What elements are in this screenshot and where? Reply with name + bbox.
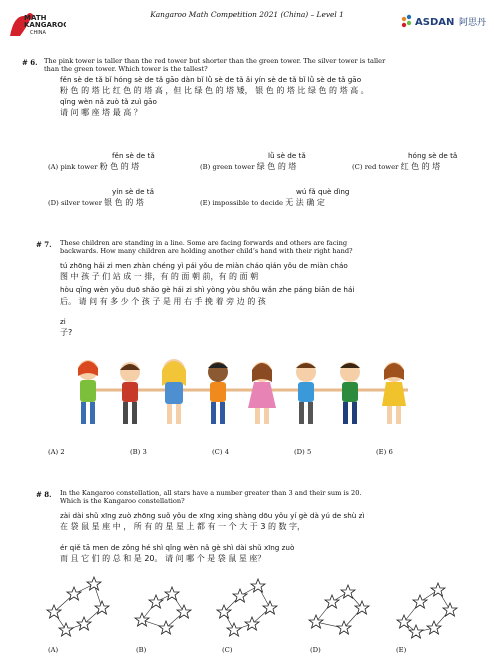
q6-option-d[interactable] [48, 198, 144, 207]
option-value: 6 [388, 448, 393, 456]
option-chinese: 红 色 的 塔 [400, 162, 441, 171]
children-illustration [68, 350, 428, 434]
q6-option-d-pinyin: yín sè de tǎ [112, 187, 155, 196]
q6-english-line2: than the green tower. Which tower is the tallest? [44, 65, 208, 73]
constellation-star-diagrams-icon [44, 572, 484, 642]
q6-option-c-pinyin: hóng sè de tǎ [408, 151, 458, 160]
option-value: 5 [306, 448, 312, 456]
svg-text:KANGAROO: KANGAROO [24, 21, 66, 29]
svg-text:CHINA: CHINA [30, 30, 46, 36]
option-value: 4 [224, 448, 230, 456]
question-8-number: # 8. [36, 490, 52, 499]
q7-chinese-line3: 子? [60, 328, 73, 337]
option-label: (A) [48, 163, 59, 171]
page-title: Kangaroo Math Competition 2021 (China) – Level 1 [150, 10, 344, 19]
q7-pinyin-line2: hòu qǐng wèn yǒu duō shǎo gè hái zi shì yòng yòu shǒu wǎn zhe páng biān de hái [60, 285, 355, 294]
option-value: 2 [60, 448, 65, 456]
q8-option-d[interactable]: (D) [310, 646, 321, 654]
q6-option-a-pinyin: fěn sè de tǎ [112, 151, 155, 160]
option-english: red tower [364, 163, 399, 171]
child-1-icon [78, 360, 98, 424]
question-6-number: # 6. [22, 58, 38, 67]
constellation-b-icon [135, 587, 191, 634]
q7-chinese-line1: 图 中 孩 子 们 站 成 一 排，有 的 面 朝 前，有 的 面 朝 [60, 272, 259, 281]
asdan-logo [396, 10, 488, 36]
q7-option-d[interactable] [294, 448, 311, 456]
option-label: (A) [48, 448, 59, 456]
svg-text:阿思丹: 阿思丹 [459, 18, 487, 28]
q7-pinyin-line3: zi [60, 317, 66, 326]
q6-option-a[interactable] [48, 162, 139, 171]
q8-chinese-line2: 而 且 它 们 的 总 和 是 20。 请 问 哪 个 是 袋 鼠 星 座？ [60, 554, 266, 563]
q8-option-b[interactable]: (B) [136, 646, 147, 654]
option-english: pink tower [60, 163, 98, 171]
q6-chinese-line1: 粉 色 的 塔 比 红 色 的 塔 高 ，但 比 绿 色 的 塔 矮， 银 色 的 塔 比 绿 色 的 塔 高 。 [60, 86, 369, 95]
q7-option-a[interactable] [48, 448, 65, 456]
q6-option-b[interactable] [200, 162, 296, 171]
option-label: (E) [376, 448, 387, 456]
q7-pinyin-line1: tú zhōng hái zi men zhàn chéng yì pái yǒu de miàn cháo qián yǒu de miàn cháo [60, 261, 348, 270]
option-label: (D) [48, 199, 59, 207]
question-7-number: # 7. [36, 240, 52, 249]
constellation-options [44, 572, 484, 642]
option-chinese: 银 色 的 塔 [104, 198, 144, 207]
q7-option-c[interactable] [212, 448, 229, 456]
option-label: (D) [294, 448, 305, 456]
q8-option-c[interactable]: (C) [222, 646, 233, 654]
option-label: (C) [352, 163, 363, 171]
q6-option-e[interactable] [200, 198, 325, 207]
option-english: green tower [212, 163, 255, 171]
q7-option-e[interactable] [376, 448, 393, 456]
option-label: (E) [200, 199, 211, 207]
option-chinese: 绿 色 的 塔 [256, 162, 297, 171]
q8-chinese-line1: 在 袋 鼠 星 座 中 ， 所 有 的 星 星 上 都 有 一 个 大 于 3 的 数 字， [60, 522, 306, 531]
option-label: (C) [212, 448, 223, 456]
q8-option-e[interactable]: (E) [396, 646, 407, 654]
option-chinese: 粉 色 的 塔 [99, 162, 140, 171]
constellation-c-icon [217, 579, 277, 636]
option-english: impossible to decide [212, 199, 284, 207]
option-english: silver tower [60, 199, 102, 207]
constellation-e-icon [397, 583, 457, 638]
constellation-d-icon [309, 585, 369, 634]
q8-english-line2: Which is the Kangaroo constellation? [60, 497, 185, 505]
q6-pinyin-line1: fěn sè de tǎ bǐ hóng sè de tǎ gāo dàn bǐ lǜ sè de tǎ ǎi yín sè de tǎ bǐ lǜ sè de tǎ gāo [60, 75, 362, 84]
svg-text:MATH: MATH [24, 14, 47, 22]
q6-chinese-line2: 请 问 哪 座 塔 最 高 ？ [60, 108, 142, 117]
q8-english-line1: In the Kangaroo constellation, all stars have a number greater than 3 and their sum is 20. [60, 489, 362, 497]
q8-option-a[interactable]: (A) [48, 646, 59, 654]
q6-english-line1: The pink tower is taller than the red tower but shorter than the green tower. The silver tower is taller [44, 57, 386, 65]
constellation-a-icon [47, 577, 109, 636]
option-value: 3 [142, 448, 147, 456]
option-label: (B) [130, 448, 141, 456]
option-label: (B) [200, 163, 211, 171]
q8-pinyin-line1: zài dài shǔ xīng zuò zhōng suǒ yǒu de xīng xing shàng dōu yǒu yí gè dà yú de shù zì [60, 511, 365, 520]
q6-option-e-pinyin: wú fǎ què dìng [296, 187, 350, 196]
q7-option-b[interactable] [130, 448, 147, 456]
q7-chinese-line2: 后。 请 问 有 多 少 个 孩 子 是 用 右 手 挽 着 旁 边 的 孩 [60, 297, 266, 306]
q8-pinyin-line2: ér qiě tā men de zǒng hé shì qǐng wèn nǎ gè shì dài shǔ xīng zuò [60, 543, 295, 552]
children-in-line-icon [68, 350, 428, 434]
q6-option-b-pinyin: lǜ sè de tǎ [268, 151, 306, 160]
q7-english-line1: These children are standing in a line. Some are facing forwards and others are facing [60, 239, 348, 247]
option-chinese: 无 法 确 定 [285, 198, 325, 207]
q6-pinyin-line2: qǐng wèn nǎ zuò tǎ zuì gāo [60, 97, 157, 106]
q6-option-c[interactable] [352, 162, 440, 171]
svg-text:ASDAN: ASDAN [415, 17, 455, 28]
q7-english-line2: backwards. How many children are holding another child’s hand with their right hand? [60, 247, 353, 255]
asdan-logo-icon [396, 10, 488, 36]
